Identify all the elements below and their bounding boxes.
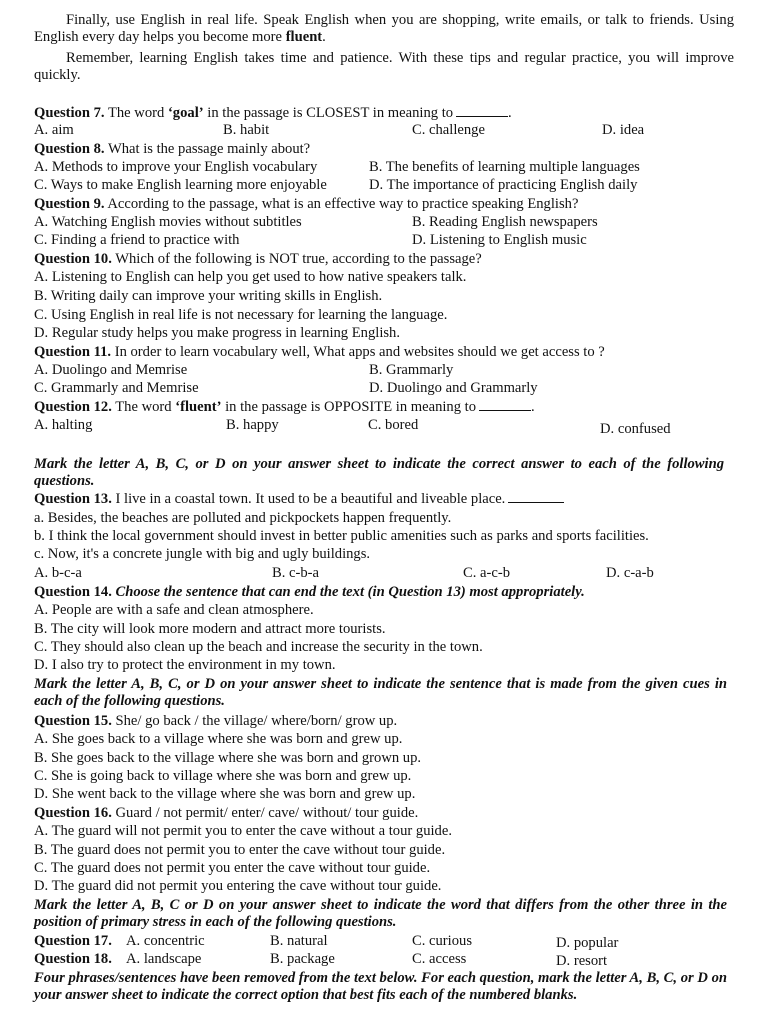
option-b[interactable]: B. Grammarly	[369, 362, 454, 378]
option-b[interactable]: B. She goes back to the village where she was born and grown up.	[34, 750, 422, 766]
sentence-a: a. Besides, the beaches are polluted and pickpockets happen frequently.	[34, 510, 452, 526]
option-c[interactable]: C. bored	[368, 417, 419, 433]
option-b[interactable]: B. The city will look more modern and attract more tourists.	[34, 621, 386, 637]
question-7-stem: Question 7. The word ‘goal’ in the passage is CLOSEST in meaning to .	[34, 105, 512, 121]
option-d[interactable]: D. Duolingo and Grammarly	[369, 380, 538, 396]
question-14-stem: Question 14. Choose the sentence that can end the text (in Question 13) most appropriately.	[34, 584, 585, 600]
option-b[interactable]: B. Reading English newspapers	[412, 214, 598, 230]
option-d[interactable]: D. c-a-b	[606, 565, 654, 581]
question-11-stem: Question 11. In order to learn vocabulary well, What apps and websites should we get access to ?	[34, 344, 605, 360]
section-instruction: Mark the letter A, B, C or D on your answer sheet to indicate the word that differs from the other three in the position of primary stress in each of the following questions.	[34, 897, 727, 930]
option-d[interactable]: D. She went back to the village where she was born and grew up.	[34, 786, 416, 802]
option-a[interactable]: A. concentric	[126, 933, 205, 949]
option-c[interactable]: C. Ways to make English learning more enjoyable	[34, 177, 327, 193]
option-b[interactable]: B. Writing daily can improve your writing skills in English.	[34, 288, 383, 304]
question-8-stem: Question 8. What is the passage mainly about?	[34, 141, 311, 157]
option-c[interactable]: C. She is going back to village where she was born and grew up.	[34, 768, 412, 784]
option-c[interactable]: C. a-c-b	[463, 565, 511, 581]
question-12-stem: Question 12. The word ‘fluent’ in the passage is OPPOSITE in meaning to .	[34, 399, 535, 415]
passage-paragraph-1: Finally, use English in real life. Speak English when you are shopping, write emails, or talk to friends. Using English every day helps you become more fluent.	[34, 12, 734, 45]
question-16-stem: Question 16. Guard / not permit/ enter/ cave/ without/ tour guide.	[34, 805, 419, 821]
section-instruction: Mark the letter A, B, C, or D on your answer sheet to indicate the correct answer to each of the following questions.	[34, 456, 724, 489]
option-a[interactable]: A. Watching English movies without subtitles	[34, 214, 302, 230]
question-15-stem: Question 15. She/ go back / the village/ where/born/ grow up.	[34, 713, 398, 729]
option-a[interactable]: A. landscape	[126, 951, 202, 967]
option-a[interactable]: A. She goes back to a village where she was born and grew up.	[34, 731, 403, 747]
option-c[interactable]: C. access	[412, 951, 467, 967]
option-b[interactable]: B. The benefits of learning multiple languages	[369, 159, 640, 175]
passage-paragraph-2: Remember, learning English takes time and patience. With these tips and regular practice, you will improve quickly.	[34, 50, 734, 83]
option-b[interactable]: B. natural	[270, 933, 328, 949]
option-a[interactable]: A. halting	[34, 417, 93, 433]
question-10-stem: Question 10. Which of the following is NOT true, according to the passage?	[34, 251, 482, 267]
question-13-stem: Question 13. I live in a coastal town. It used to be a beautiful and liveable place.	[34, 491, 564, 508]
option-b[interactable]: B. c-b-a	[272, 565, 320, 581]
option-c[interactable]: C. Finding a friend to practice with	[34, 232, 240, 248]
option-d[interactable]: D. The guard did not permit you entering the cave without tour guide.	[34, 878, 442, 894]
passage-bold-word: fluent	[285, 29, 323, 45]
question-9-stem: Question 9. According to the passage, what is an effective way to practice speaking English?	[34, 196, 579, 212]
option-a[interactable]: A. The guard will not permit you to enter the cave without a tour guide.	[34, 823, 452, 839]
option-a[interactable]: A. People are with a safe and clean atmosphere.	[34, 602, 314, 618]
option-a[interactable]: A. b-c-a	[34, 565, 82, 581]
option-c[interactable]: C. challenge	[412, 122, 485, 138]
option-d[interactable]: D. confused	[600, 421, 671, 437]
option-b[interactable]: B. The guard does not permit you to enter the cave without tour guide.	[34, 842, 446, 858]
option-d[interactable]: D. resort	[556, 953, 608, 969]
option-d[interactable]: D. idea	[602, 122, 645, 138]
option-b[interactable]: B. habit	[223, 122, 270, 138]
option-a[interactable]: A. Duolingo and Memrise	[34, 362, 188, 378]
option-d[interactable]: D. I also try to protect the environment in my town.	[34, 657, 336, 673]
option-b[interactable]: B. package	[270, 951, 335, 967]
section-instruction: Four phrases/sentences have been removed from the text below. For each question, mark the letter A, B, C, or D on your answer sheet to indicate the correct option that best fits each of the numbered blanks.	[34, 970, 727, 1003]
option-d[interactable]: D. Listening to English music	[412, 232, 587, 248]
sentence-c: c. Now, it's a concrete jungle with big and ugly buildings.	[34, 546, 371, 562]
option-d[interactable]: D. The importance of practicing English daily	[369, 177, 638, 193]
option-d[interactable]: D. Regular study helps you make progress in learning English.	[34, 325, 400, 341]
option-c[interactable]: C. Grammarly and Memrise	[34, 380, 199, 396]
sentence-b: b. I think the local government should invest in better public amenities such as parks and sports facilities.	[34, 528, 649, 544]
option-a[interactable]: A. Listening to English can help you get used to how native speakers talk.	[34, 269, 467, 285]
section-instruction: Mark the letter A, B, C, or D on your answer sheet to indicate the sentence that is made from the given cues in each of the following questions.	[34, 676, 727, 709]
option-a[interactable]: A. Methods to improve your English vocabulary	[34, 159, 318, 175]
option-d[interactable]: D. popular	[556, 935, 619, 951]
option-c[interactable]: C. They should also clean up the beach and increase the security in the town.	[34, 639, 483, 655]
option-c[interactable]: C. Using English in real life is not necessary for learning the language.	[34, 307, 448, 323]
option-c[interactable]: C. curious	[412, 933, 472, 949]
option-a[interactable]: A. aim	[34, 122, 74, 138]
option-b[interactable]: B. happy	[226, 417, 279, 433]
option-c[interactable]: C. The guard does not permit you enter the cave without tour guide.	[34, 860, 431, 876]
